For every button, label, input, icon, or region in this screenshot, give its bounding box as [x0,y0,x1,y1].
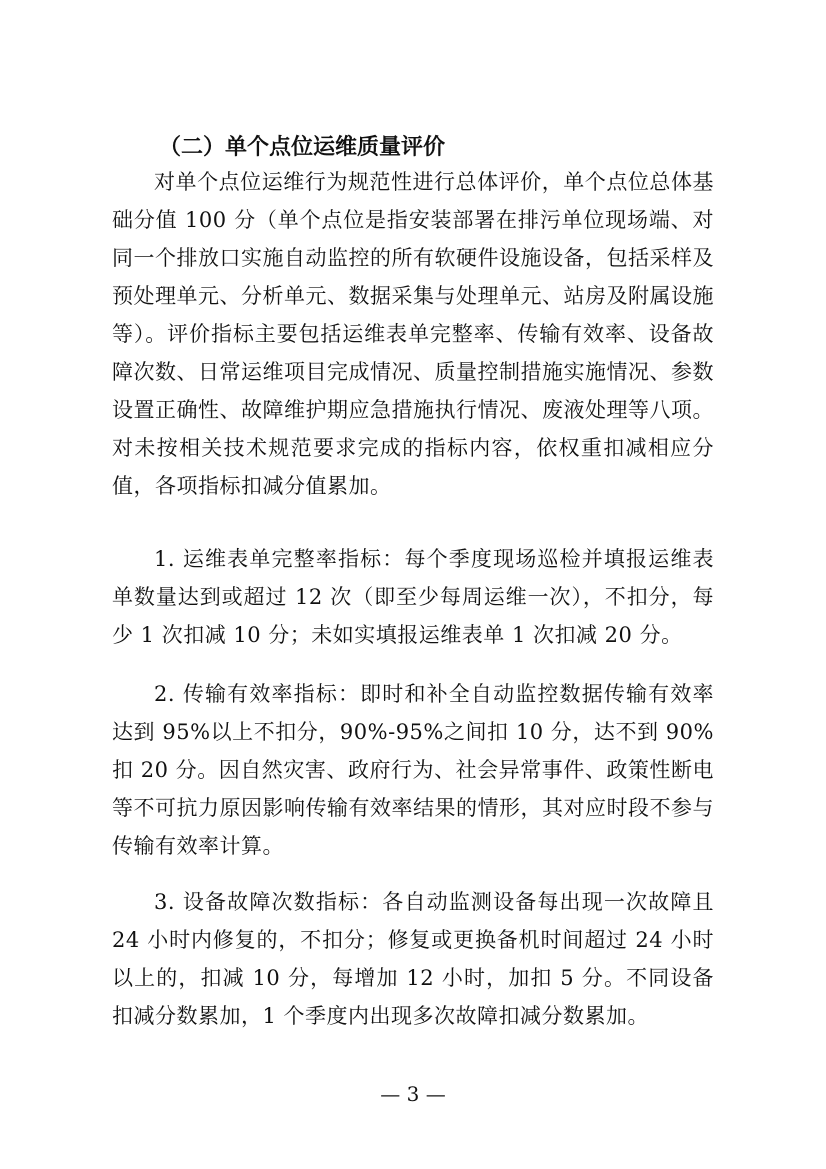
intro-paragraph: 对单个点位运维行为规范性进行总体评价，单个点位总体基础分值 100 分（单个点位是指安装部署在排污单位现场端、对同一个排放口实施自动监控的所有软硬件设施设备，包括采样及预处理单元、分析单元、数据采集与处理单元、站房及附属设施等）。评价指标主要包括运维表单完整率、传输有效率、设备故障次数、日常运维项目完成情况、质量控制措施实施情况、参数设置正确性、故障维护期应急措施执行情况、废液处理等八项。对未按相关技术规范要求完成的指标内容，依权重扣减相应分值，各项指标扣减分值累加。 [112,170,714,498]
page-number: — 3 — [380,1082,446,1106]
indicator-3-paragraph: 3. 设备故障次数指标：各自动监测设备每出现一次故障且 24 小时内修复的，不扣分；修复或更换备机时间超过 24 小时以上的，扣减 10 分，每增加 12 小时，加扣 5 分。不同设备扣减分数累加，1 个季度内出现多次故障扣减分数累加。 [112,890,714,1028]
section-heading: （二）单个点位运维质量评价 [159,135,446,160]
indicator-2-paragraph: 2. 传输有效率指标：即时和补全自动监控数据传输有效率达到 95%以上不扣分，90%-95%之间扣 10 分，达不到 90%扣 20 分。因自然灾害、政府行为、社会异常事件、政策性断电等不可抗力原因影响传输有效率结果的情形，其对应时段不参与传输有效率计算。 [112,682,714,858]
indicator-1-paragraph: 1. 运维表单完整率指标：每个季度现场巡检并填报运维表单数量达到或超过 12 次（即至少每周运维一次），不扣分，每少 1 次扣减 10 分；未如实填报运维表单 1 次扣减 20 分。 [112,547,714,647]
